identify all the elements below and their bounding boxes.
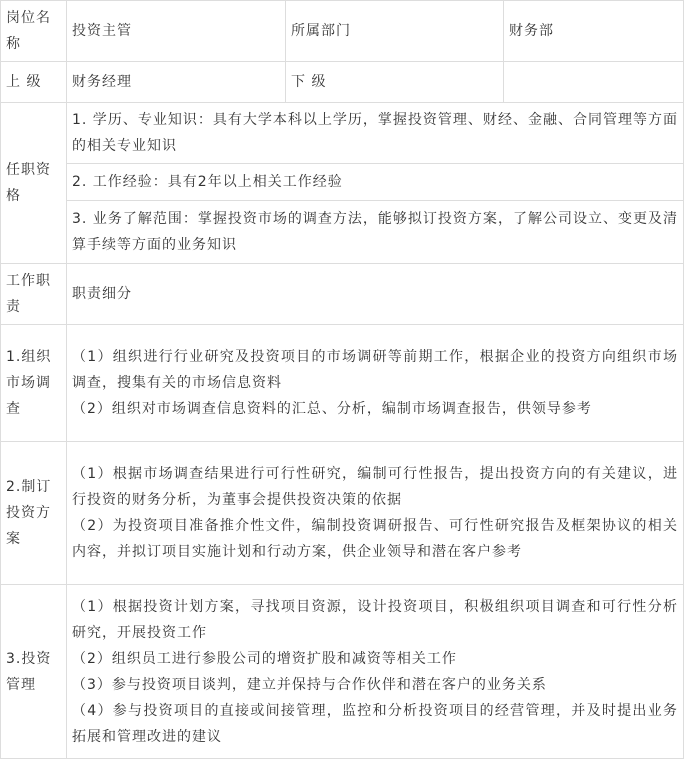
table-row: [1, 264, 684, 325]
table-row: [1, 1, 684, 62]
duty-detail: [67, 325, 684, 442]
subordinate-value: [504, 62, 684, 103]
duties-detail-label: 职责细分: [67, 264, 684, 325]
duties-label: 工作职责: [1, 264, 67, 325]
duty-line: （4）参与投资项目的直接或间接管理，监控和分析投资项目的经营管理，并及时提出业务拓展和管理改进的建议: [72, 702, 678, 745]
position-label: 岗位名称: [1, 1, 67, 62]
duty-detail: [67, 442, 684, 585]
position-value: 投资主管: [67, 1, 286, 62]
duty-detail: [67, 585, 684, 759]
duty-line: （1）组织进行行业研究及投资项目的市场调研等前期工作，根据企业的投资方向组织市场调查，搜集有关的市场信息资料: [72, 349, 678, 391]
table-row: [1, 585, 684, 759]
table-row: [1, 442, 684, 585]
duty-line: （1）根据投资计划方案，寻找项目资源，设计投资项目，积极组织项目调查和可行性分析研究，开展投资工作: [72, 598, 678, 641]
qualification-item: 3. 业务了解范围：掌握投资市场的调查方法，能够拟订投资方案，了解公司设立、变更及清算手续等方面的业务知识: [67, 201, 684, 264]
duty-line: （1）根据市场调查结果进行可行性研究，编制可行性报告，提出投资方向的有关建议，进行投资的财务分析，为董事会提供投资决策的依据: [72, 466, 678, 508]
duty-line: （2）组织员工进行参股公司的增资扩股和减资等相关工作: [72, 650, 457, 667]
duty-line: （2）组织对市场调查信息资料的汇总、分析，编制市场调查报告，供领导参考: [72, 401, 592, 417]
duty-title: 2.制订投资方案: [1, 442, 67, 585]
duty-title: 3.投资管理: [1, 585, 67, 759]
duty-line: （3）参与投资项目谈判，建立并保持与合作伙伴和潜在客户的业务关系: [72, 676, 547, 693]
qualification-item: 2. 工作经验：具有2年以上相关工作经验: [67, 164, 684, 201]
department-value: 财务部: [504, 1, 684, 62]
superior-value: 财务经理: [67, 62, 286, 103]
duty-title: 1.组织市场调查: [1, 325, 67, 442]
subordinate-label: 下 级: [286, 62, 504, 103]
table-row: [1, 103, 684, 164]
superior-label: 上 级: [1, 62, 67, 103]
qualification-item: 1. 学历、专业知识：具有大学本科以上学历，掌握投资管理、财经、金融、合同管理等方面的相关专业知识: [67, 103, 684, 164]
duty-line: （2）为投资项目准备推介性文件，编制投资调研报告、可行性研究报告及框架协议的相关内容，并拟订项目实施计划和行动方案，供企业领导和潜在客户参考: [72, 518, 678, 560]
table-row: [1, 62, 684, 103]
table-row: [1, 164, 684, 201]
table-row: [1, 201, 684, 264]
table-row: [1, 325, 684, 442]
qualifications-label: 任职资格: [1, 103, 67, 264]
department-label: 所属部门: [286, 1, 504, 62]
